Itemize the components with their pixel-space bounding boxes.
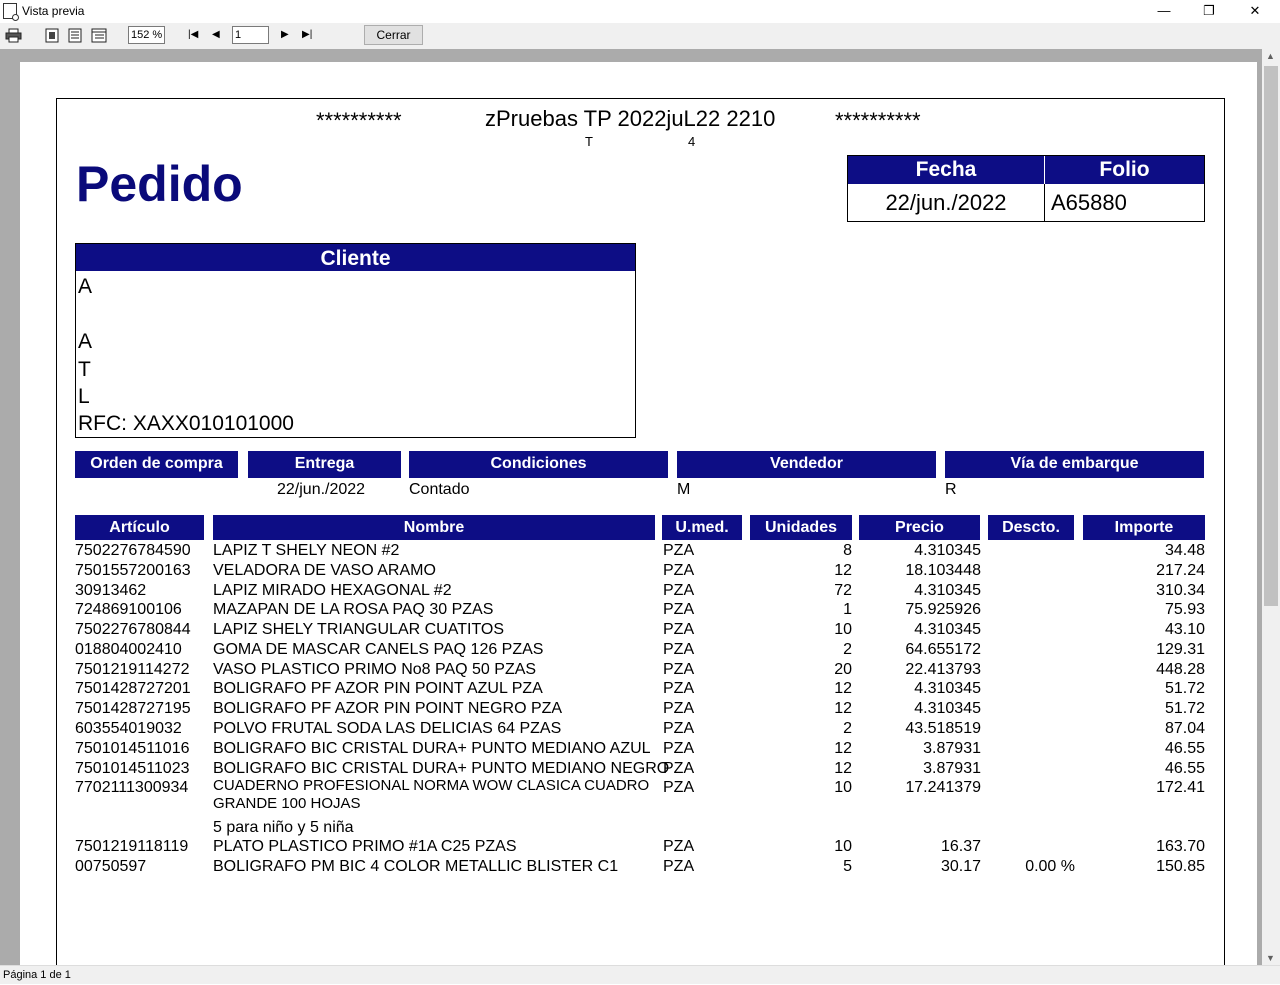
cliente-header: Cliente <box>76 244 635 271</box>
cell-importe: 310.34 <box>1156 582 1205 599</box>
table-row <box>20 680 1220 700</box>
cell-importe: 34.48 <box>1164 542 1205 559</box>
table-row <box>20 858 1220 878</box>
cliente-line-1: A <box>78 275 93 298</box>
col-nombre: Nombre <box>213 515 655 540</box>
cell-umed: PZA <box>663 858 695 875</box>
table-row <box>20 777 1220 812</box>
cell-precio: 18.103448 <box>905 562 981 579</box>
cell-nombre: PLATO PLASTICO PRIMO #1A C25 PZAS <box>213 838 517 855</box>
page-number-input[interactable]: 1 <box>232 26 269 44</box>
cell-articulo: 7501557200163 <box>75 562 191 579</box>
cell-unidades: 12 <box>834 740 852 757</box>
cell-importe: 448.28 <box>1156 661 1205 678</box>
cell-unidades: 12 <box>834 680 852 697</box>
single-page-icon[interactable] <box>45 28 60 43</box>
col-precio: Precio <box>859 515 980 540</box>
cell-articulo: 7501014511023 <box>75 760 190 777</box>
scroll-down-icon[interactable]: ▼ <box>1266 953 1275 963</box>
vendedor-value: M <box>677 481 691 498</box>
condiciones-header: Condiciones <box>409 451 668 478</box>
cell-importe: 129.31 <box>1156 641 1205 658</box>
print-icon[interactable] <box>5 28 22 43</box>
cell-precio: 4.310345 <box>914 700 981 717</box>
cell-precio: 22.413793 <box>905 661 981 678</box>
cell-umed: PZA <box>663 562 695 579</box>
cell-unidades: 10 <box>834 621 852 638</box>
cell-umed: PZA <box>663 601 695 618</box>
cell-precio: 3.87931 <box>923 760 981 777</box>
restore-button[interactable]: ❐ <box>1203 3 1215 18</box>
toolbar <box>0 23 1280 50</box>
cell-precio: 4.310345 <box>914 621 981 638</box>
cell-umed: PZA <box>663 838 695 855</box>
cell-importe: 51.72 <box>1164 680 1205 697</box>
first-page-button[interactable]: |◀ <box>188 29 199 40</box>
cell-nombre: LAPIZ T SHELY NEON #2 <box>213 542 400 559</box>
cell-nombre: BOLIGRAFO BIC CRISTAL DURA+ PUNTO MEDIANO AZUL <box>213 740 651 757</box>
col-unidades: Unidades <box>750 515 852 540</box>
entrega-header: Entrega <box>248 451 401 478</box>
cell-descto: 0.00 % <box>1025 858 1075 875</box>
cell-nombre: GOMA DE MASCAR CANELS PAQ 126 PZAS <box>213 641 544 658</box>
cell-unidades: 8 <box>843 542 852 559</box>
col-umed: U.med. <box>662 515 742 540</box>
header-sub-1: T <box>585 134 593 149</box>
cell-importe: 75.93 <box>1164 601 1205 618</box>
cell-umed: PZA <box>663 680 695 697</box>
cell-nombre: BOLIGRAFO BIC CRISTAL DURA+ PUNTO MEDIANO NEGRO <box>213 760 670 777</box>
table-row <box>20 582 1220 602</box>
cell-nombre-line2: GRANDE 100 HOJAS <box>213 795 361 812</box>
via-embarque-header: Vía de embarque <box>945 451 1204 478</box>
scroll-up-icon[interactable]: ▲ <box>1266 51 1275 61</box>
zoom-input[interactable]: 152 % <box>128 26 165 44</box>
cell-unidades: 12 <box>834 562 852 579</box>
cliente-box <box>75 243 636 438</box>
cell-unidades: 20 <box>834 661 852 678</box>
fecha-header: Fecha <box>848 156 1045 184</box>
cell-importe: 46.55 <box>1164 760 1205 777</box>
cell-precio: 4.310345 <box>914 542 981 559</box>
cell-umed: PZA <box>663 661 695 678</box>
table-row <box>20 720 1220 740</box>
cell-umed: PZA <box>663 779 695 796</box>
cell-umed: PZA <box>663 760 695 777</box>
cell-unidades: 10 <box>834 779 852 796</box>
cell-importe: 51.72 <box>1164 700 1205 717</box>
col-importe: Importe <box>1083 515 1205 540</box>
table-row <box>20 740 1220 760</box>
cell-articulo: 7702111300934 <box>75 779 189 796</box>
fecha-value: 22/jun./2022 <box>848 184 1045 221</box>
close-window-button[interactable]: ✕ <box>1249 3 1261 18</box>
cliente-line-4: T <box>78 358 91 381</box>
cell-precio: 4.310345 <box>914 582 981 599</box>
cell-nombre: POLVO FRUTAL SODA LAS DELICIAS 64 PZAS <box>213 720 562 737</box>
cell-unidades: 12 <box>834 760 852 777</box>
cell-articulo: 00750597 <box>75 858 147 875</box>
table-row <box>20 621 1220 641</box>
cell-articulo: 7501428727201 <box>75 680 191 697</box>
cell-nombre: BOLIGRAFO PF AZOR PIN POINT NEGRO PZA <box>213 700 563 717</box>
cell-importe: 217.24 <box>1156 562 1205 579</box>
prev-page-button[interactable]: ◀ <box>212 29 220 40</box>
cell-precio: 4.310345 <box>914 680 981 697</box>
cell-articulo: 7502276784590 <box>75 542 191 559</box>
cell-umed: PZA <box>663 641 695 658</box>
table-row <box>20 641 1220 661</box>
window-title: Vista previa <box>22 4 85 18</box>
cell-precio: 17.241379 <box>905 779 981 796</box>
cell-importe: 172.41 <box>1156 779 1205 796</box>
multi-page-icon[interactable] <box>91 28 108 43</box>
cell-unidades: 2 <box>843 720 852 737</box>
cell-articulo: 603554019032 <box>75 720 182 737</box>
two-page-icon[interactable] <box>68 28 83 43</box>
cell-nombre: BOLIGRAFO PF AZOR PIN POINT AZUL PZA <box>213 680 543 697</box>
cell-precio: 75.925926 <box>905 601 981 618</box>
cell-precio: 64.655172 <box>905 641 981 658</box>
col-descto: Descto. <box>988 515 1074 540</box>
report-page <box>20 62 1257 965</box>
title-bar <box>0 0 1280 23</box>
table-row <box>20 542 1220 562</box>
cell-precio: 3.87931 <box>923 740 981 757</box>
header-stars-right: ********** <box>835 108 921 133</box>
cell-precio: 43.518519 <box>905 720 981 737</box>
cell-unidades: 1 <box>843 601 852 618</box>
cell-articulo: 018804002410 <box>75 641 182 658</box>
cell-unidades: 12 <box>834 700 852 717</box>
cell-unidades: 72 <box>834 582 852 599</box>
cell-umed: PZA <box>663 621 695 638</box>
cell-umed: PZA <box>663 720 695 737</box>
company-name: zPruebas TP 2022juL22 2210 <box>485 106 776 131</box>
cell-nombre: VASO PLASTICO PRIMO No8 PAQ 50 PZAS <box>213 661 537 678</box>
cell-articulo: 7502276780844 <box>75 621 191 638</box>
cell-nombre: CUADERNO PROFESIONAL NORMA WOW CLASICA CUADRO <box>213 777 650 794</box>
cell-umed: PZA <box>663 700 695 717</box>
table-row <box>20 700 1220 720</box>
cell-articulo: 724869100106 <box>75 601 182 618</box>
cell-articulo: 7501219114272 <box>75 661 190 678</box>
cell-unidades: 5 <box>843 858 852 875</box>
cell-umed: PZA <box>663 542 695 559</box>
minimize-button[interactable]: — <box>1157 3 1171 18</box>
vendedor-header: Vendedor <box>677 451 936 478</box>
col-articulo: Artículo <box>75 515 204 540</box>
cell-nombre: BOLIGRAFO PM BIC 4 COLOR METALLIC BLISTER C1 <box>213 858 619 875</box>
via-embarque-value: R <box>945 481 957 498</box>
cell-articulo: 7501219118119 <box>75 838 189 855</box>
cell-nombre: 5 para niño y 5 niña <box>213 819 354 836</box>
close-preview-button[interactable]: Cerrar <box>364 25 423 45</box>
cliente-rfc: RFC: XAXX010101000 <box>78 412 294 435</box>
cliente-line-3: A <box>78 330 93 353</box>
cliente-line-5: L <box>78 385 90 408</box>
cell-articulo: 7501014511016 <box>75 740 190 757</box>
cell-nombre: LAPIZ MIRADO HEXAGONAL #2 <box>213 582 452 599</box>
table-row <box>20 819 1220 839</box>
status-bar: Página 1 de 1 <box>0 965 1280 984</box>
header-stars-left: ********** <box>316 108 402 133</box>
cell-umed: PZA <box>663 582 695 599</box>
condiciones-value: Contado <box>409 481 470 498</box>
document-title: Pedido <box>76 156 243 212</box>
table-row <box>20 838 1220 858</box>
last-page-button[interactable]: ▶| <box>302 29 313 40</box>
orden-compra-header: Orden de compra <box>75 451 238 478</box>
cell-importe: 150.85 <box>1156 858 1205 875</box>
preview-viewport <box>0 49 1262 965</box>
next-page-button[interactable]: ▶ <box>281 29 289 40</box>
cell-importe: 163.70 <box>1156 838 1205 855</box>
cell-nombre: VELADORA DE VASO ARAMO <box>213 562 436 579</box>
table-row <box>20 661 1220 681</box>
cell-precio: 16.37 <box>940 838 981 855</box>
cell-articulo: 30913462 <box>75 582 147 599</box>
folio-header: Folio <box>1045 156 1204 184</box>
scroll-thumb[interactable] <box>1264 66 1278 606</box>
entrega-value: 22/jun./2022 <box>277 481 366 498</box>
fecha-folio-box <box>847 155 1205 222</box>
cell-precio: 30.17 <box>940 858 981 875</box>
cell-importe: 43.10 <box>1164 621 1205 638</box>
table-row <box>20 562 1220 582</box>
folio-value: A65880 <box>1051 190 1127 215</box>
table-row <box>20 601 1220 621</box>
cell-unidades: 10 <box>834 838 852 855</box>
header-sub-2: 4 <box>688 134 696 149</box>
preview-icon <box>3 3 17 19</box>
cell-importe: 87.04 <box>1164 720 1205 737</box>
cell-importe: 46.55 <box>1164 740 1205 757</box>
cell-nombre: MAZAPAN DE LA ROSA PAQ 30 PZAS <box>213 601 494 618</box>
cell-unidades: 2 <box>843 641 852 658</box>
cell-nombre: LAPIZ SHELY TRIANGULAR CUATITOS <box>213 621 505 638</box>
vertical-scrollbar[interactable] <box>1262 49 1280 965</box>
cell-articulo: 7501428727195 <box>75 700 191 717</box>
cell-umed: PZA <box>663 740 695 757</box>
